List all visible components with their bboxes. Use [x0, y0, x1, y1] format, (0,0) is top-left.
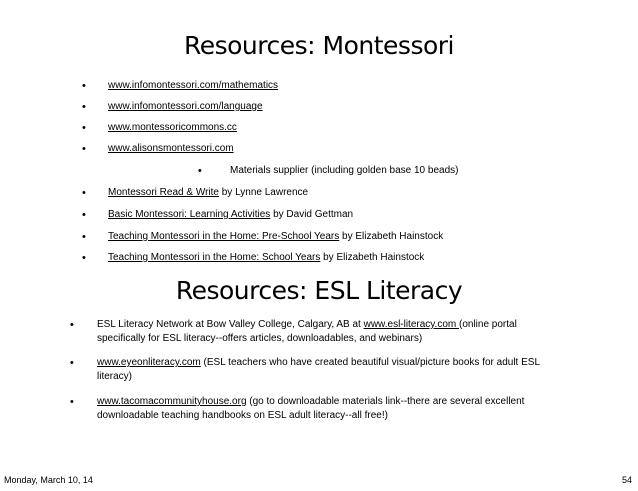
bullet-icon: •	[82, 209, 86, 221]
author-text: by Lynne Lawrence	[218, 187, 309, 198]
link-tacomacommunityhouse[interactable]: www.tacomacommunityhouse.org	[97, 396, 247, 407]
bullet-icon: •	[70, 357, 74, 369]
link-infomontessori-language[interactable]: www.infomontessori.com/language	[108, 101, 263, 112]
link-infomontessori-math[interactable]: www.infomontessori.com/mathematics	[108, 80, 279, 91]
author-text: by Elizabeth Hainstock	[320, 252, 425, 263]
bullet-icon: •	[82, 80, 86, 92]
description-text: (go to downloadable materials link--there are several excellent	[246, 396, 525, 407]
esl-title: Resources: ESL Literacy	[175, 276, 463, 305]
link-alisonsmontessori[interactable]: www.alisonsmontessori.com	[108, 143, 234, 154]
bullet-icon: •	[82, 187, 86, 199]
materials-supplier-text: Materials supplier (including golden base 10 beads)	[230, 165, 459, 176]
montessori-title: Resources: Montessori	[183, 31, 454, 60]
description-text: literacy)	[97, 371, 133, 382]
esl-network-text: ESL Literacy Network at Bow Valley College, Calgary, AB at	[97, 319, 364, 330]
bullet-icon: •	[70, 396, 74, 408]
bullet-icon: •	[82, 231, 86, 243]
bullet-icon: •	[198, 165, 202, 177]
bullet-icon: •	[82, 252, 86, 264]
footer-date: Monday, March 10, 14	[4, 475, 93, 485]
description-text: specifically for ESL literacy--offers articles, downloadables, and webinars)	[97, 333, 423, 344]
bullet-icon: •	[82, 101, 86, 113]
link-preschool-years[interactable]: Teaching Montessori in the Home: Pre-School Years	[108, 231, 340, 242]
description-text: (online portal	[459, 319, 517, 330]
bullet-icon: •	[82, 122, 86, 134]
link-read-and-write[interactable]: Montessori Read & Write	[108, 187, 219, 198]
link-esl-literacy[interactable]: www.esl-literacy.com	[363, 319, 459, 330]
description-text: (ESL teachers who have created beautiful visual/picture books for adult ESL	[200, 357, 541, 368]
link-montessoricommons[interactable]: www.montessoricommons.cc	[108, 122, 237, 133]
bullet-icon: •	[70, 319, 74, 331]
link-eyeonliteracy[interactable]: www.eyeonliteracy.com	[97, 357, 201, 368]
bullet-icon: •	[82, 143, 86, 155]
author-text: by Elizabeth Hainstock	[339, 231, 444, 242]
page-number: 54	[621, 475, 632, 485]
author-text: by David Gettman	[270, 209, 354, 220]
description-text: downloadable teaching handbooks on ESL adult literacy--all free!)	[97, 410, 388, 421]
link-basic-montessori[interactable]: Basic Montessori: Learning Activities	[108, 209, 271, 220]
link-school-years[interactable]: Teaching Montessori in the Home: School Years	[108, 252, 321, 263]
